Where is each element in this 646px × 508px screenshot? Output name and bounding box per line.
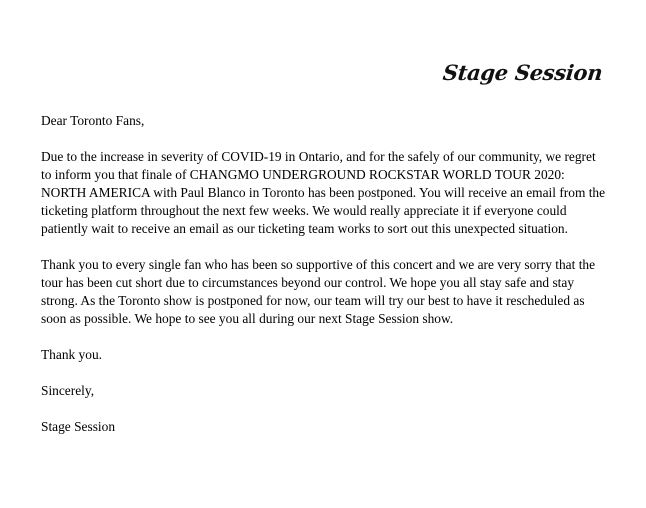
letter-greeting: Dear Toronto Fans, bbox=[41, 113, 145, 128]
letter-signature: Stage Session bbox=[41, 419, 116, 434]
letter-body bbox=[41, 112, 607, 454]
letter-thank-you: Thank you. bbox=[41, 347, 102, 362]
stage-session-logo: Stage Session bbox=[441, 60, 604, 85]
letter-closing: Sincerely, bbox=[41, 383, 95, 398]
letter-paragraph-thanks-fans: Thank you to every single fan who has been so supportive of this concert and we are very sorry that the tour has been cut short due to circumstances beyond our control. We hope you all stay safe and stay strong. As the Toronto show is postponed for now, our team will try our best to have it rescheduled as soon as possible. We hope to see you all during our next Stage Session show. bbox=[41, 257, 596, 326]
letter-paragraph-postponement: Due to the increase in severity of COVID-19 in Ontario, and for the safely of our community, we regret to inform you that finale of CHANGMO UNDERGROUND ROCKSTAR WORLD TOUR 2020: NORTH AMERICA with Paul Blanco in Toronto has been postponed. You will receive an email from the ticketing platform throughout the next few weeks. We would really appreciate it if everyone could patiently wait to receive an email as our ticketing team works to sort out this unexpected situation. bbox=[41, 149, 606, 236]
